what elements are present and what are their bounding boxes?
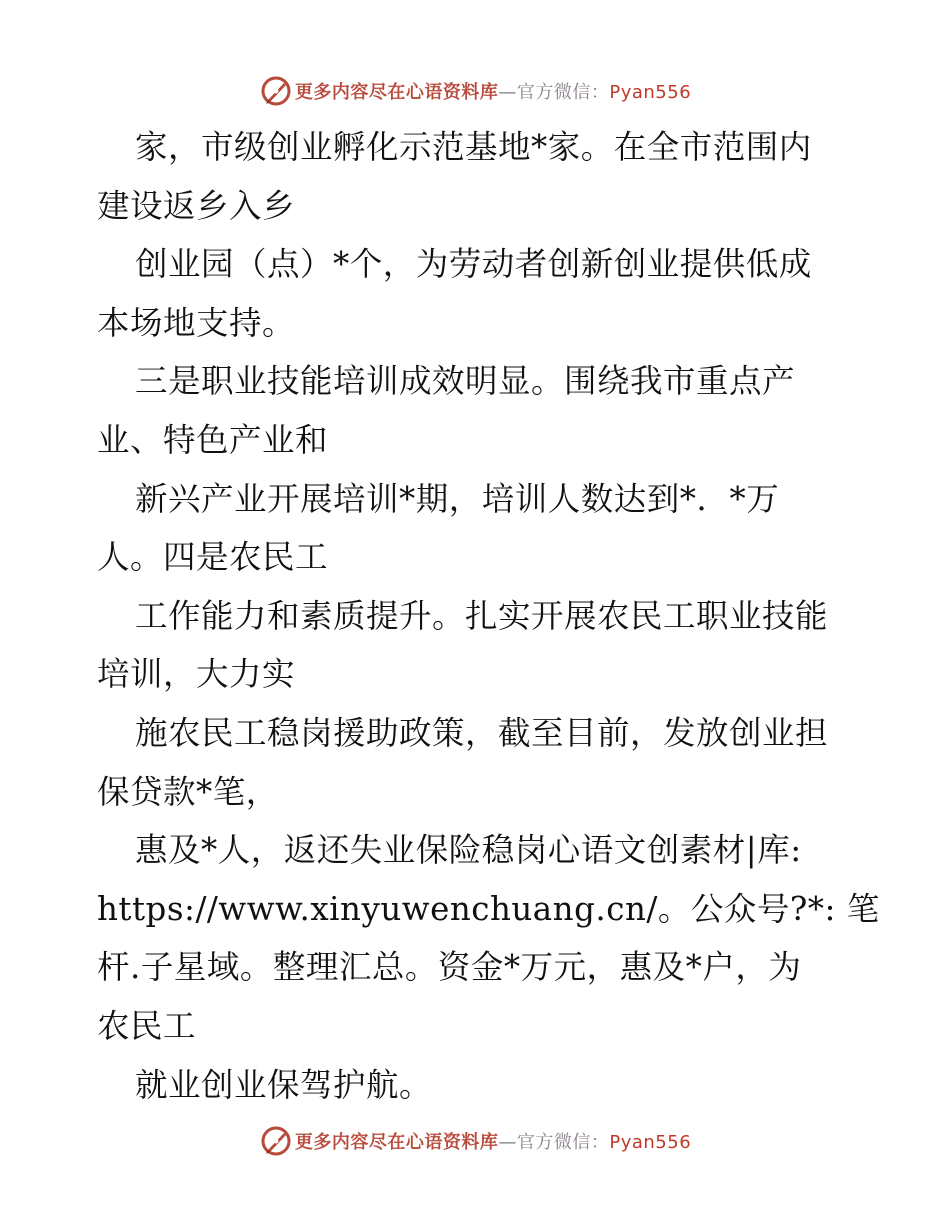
paragraph-line: 施农民工稳岗援助政策，截至目前，发放创业担 <box>135 713 829 752</box>
paragraph-line: 保贷款*笔， <box>97 772 279 811</box>
banner-main-text: 更多内容尽在心语资料库 <box>294 82 499 103</box>
banner-dash: — <box>498 82 517 103</box>
paragraph-line: 农民工 <box>97 1006 197 1045</box>
paragraph-line: 创业园（点）*个，为劳动者创新创业提供低成 <box>135 245 812 284</box>
banner-wechat-id: Pyan556 <box>609 1132 692 1153</box>
banner-dash: — <box>498 1132 517 1153</box>
banner-text <box>295 1128 691 1154</box>
footer-banner <box>0 1121 950 1161</box>
paragraph-line: 惠及*人，返还失业保险稳岗心语文创素材|库: <box>135 831 802 870</box>
paragraph-line: 人。四是农民工 <box>97 538 329 577</box>
paragraph-line: 新兴产业开展培训*期，培训人数达到*．*万 <box>135 479 780 518</box>
banner-main-text: 更多内容尽在心语资料库 <box>294 1132 499 1153</box>
header-banner <box>0 71 950 111</box>
banner-text <box>295 78 691 104</box>
banner-label: 官方微信： <box>516 1132 610 1153</box>
paragraph-line: 培训，大力实 <box>97 655 296 694</box>
paragraph-line: 三是职业技能培训成效明显。围绕我市重点产 <box>135 362 796 401</box>
paragraph-line: 就业创业保驾护航。 <box>135 1065 433 1104</box>
paragraph-line: 杆.子星域。整理汇总。资金*万元，惠及*户，为 <box>97 948 802 987</box>
paragraph-line: 业、特色产业和 <box>97 420 329 459</box>
paragraph-line: 本场地支持。 <box>97 303 296 342</box>
document-body <box>97 118 880 1114</box>
pen-logo-icon <box>259 74 293 108</box>
paragraph-line: 家，市级创业孵化示范基地*家。在全市范围内 <box>135 128 812 166</box>
pen-logo-icon <box>259 1124 293 1158</box>
banner-wechat-id: Pyan556 <box>609 82 692 103</box>
paragraph-line: https://www.xinyuwenchuang.cn/。公众号?*: 笔 <box>97 889 880 928</box>
banner-label: 官方微信： <box>516 82 610 103</box>
paragraph-line: 建设返乡入乡 <box>97 186 296 225</box>
paragraph-line: 工作能力和素质提升。扎实开展农民工职业技能 <box>135 596 829 635</box>
